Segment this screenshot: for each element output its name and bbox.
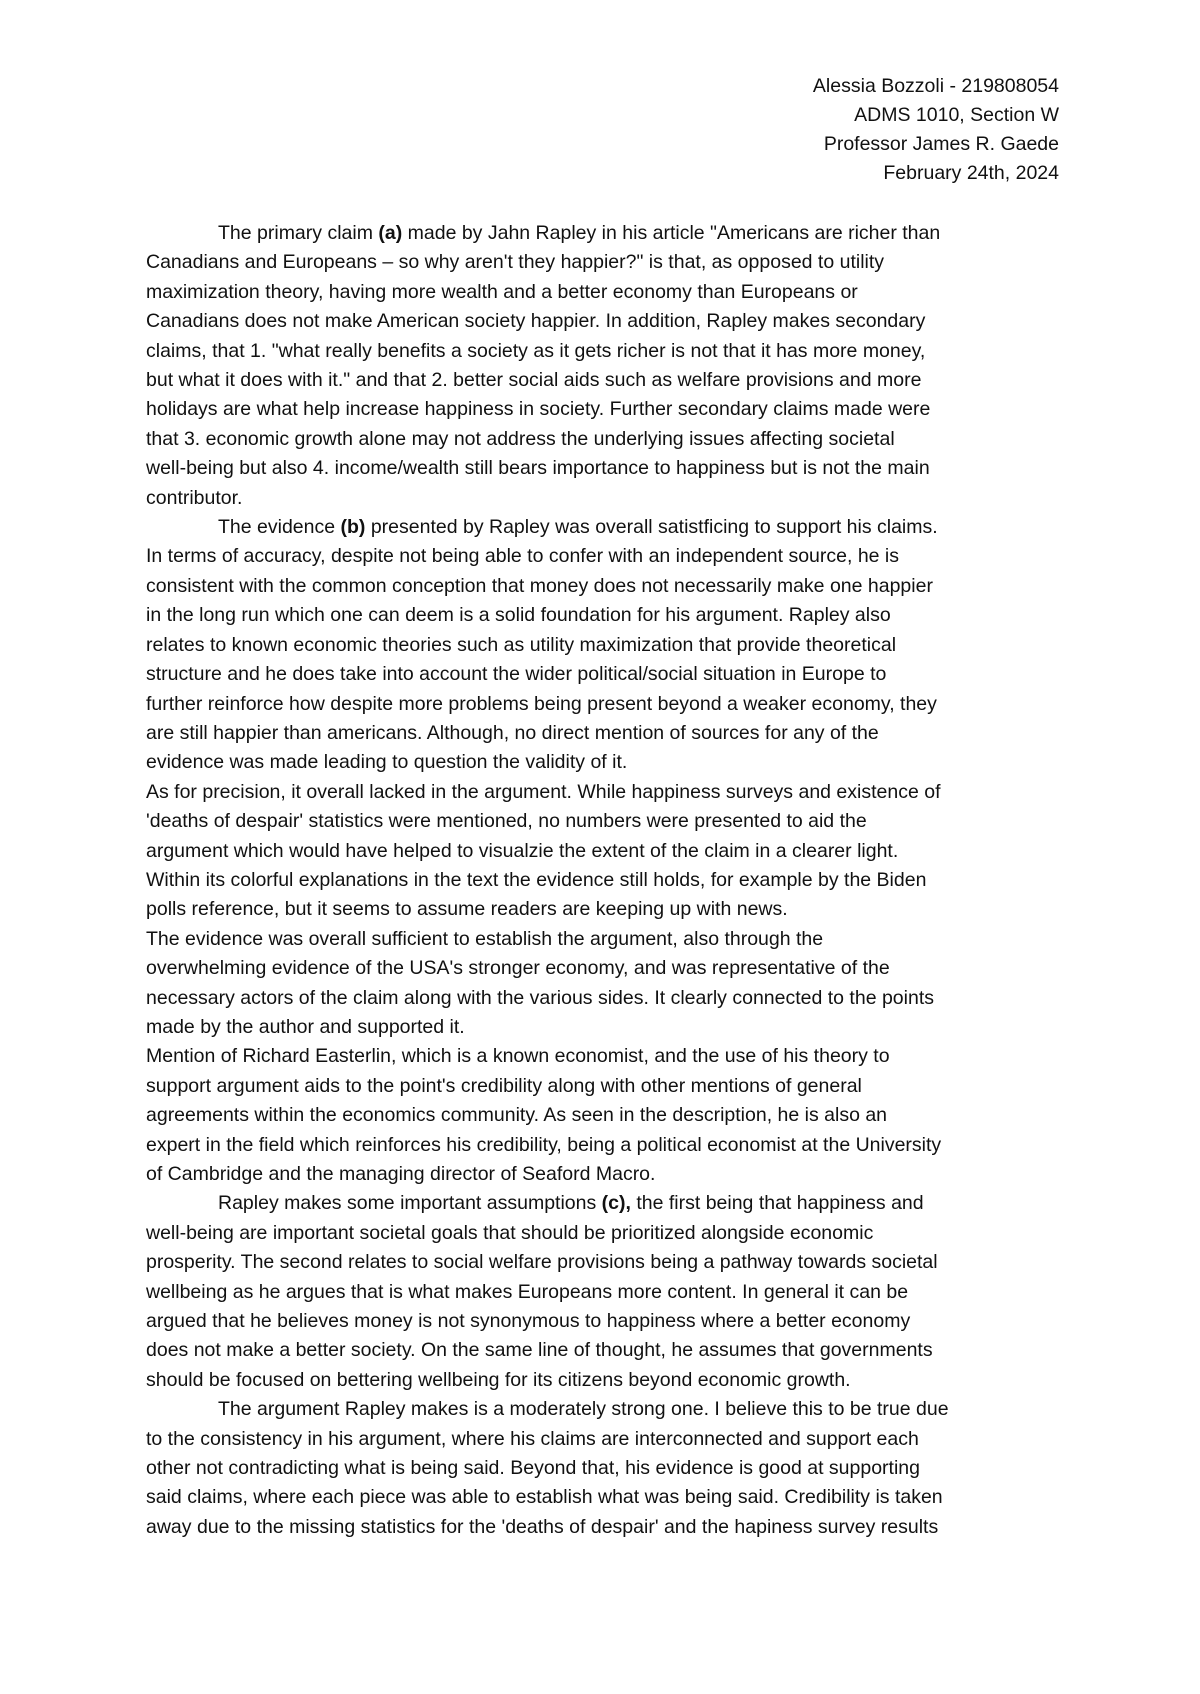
text-line bbox=[146, 219, 1066, 248]
paragraph bbox=[146, 1042, 1066, 1189]
text-line: expert in the field which reinforces his credibility, being a political economist at the University bbox=[146, 1133, 942, 1156]
text-line: In terms of accuracy, despite not being able to confer with an independent source, he is bbox=[146, 545, 900, 568]
text-line: away due to the missing statistics for the 'deaths of despair' and the hapiness survey results bbox=[146, 1515, 939, 1538]
text-line: does not make a better society. On the same line of thought, he assumes that governments bbox=[146, 1339, 933, 1362]
line-text-after-label: presented by Rapley was overall satistficing to support his claims. bbox=[365, 516, 938, 539]
text-line: further reinforce how despite more problems being present beyond a weaker economy, they bbox=[146, 692, 937, 715]
text-line: 'deaths of despair' statistics were mentioned, no numbers were presented to aid the bbox=[146, 810, 867, 833]
line-text-before-label: The evidence bbox=[218, 516, 341, 539]
text-line: but what it does with it." and that 2. better social aids such as welfare provisions and more bbox=[146, 369, 922, 392]
line-text-after-label: the first being that happiness and bbox=[630, 1192, 924, 1215]
text-line: in the long run which one can deem is a solid foundation for his argument. Rapley also bbox=[146, 604, 891, 627]
text-line: argued that he believes money is not synonymous to happiness where a better economy bbox=[146, 1310, 911, 1333]
text-line: holidays are what help increase happiness in society. Further secondary claims made were bbox=[146, 398, 931, 421]
text-line: The evidence was overall sufficient to establish the argument, also through the bbox=[146, 927, 824, 950]
paragraph bbox=[146, 1189, 1066, 1395]
paragraph bbox=[146, 1395, 1066, 1542]
course-line: ADMS 1010, Section W bbox=[854, 104, 1059, 126]
text-line: argument which would have helped to visualzie the extent of the claim in a clearer light. bbox=[146, 839, 899, 862]
text-line: agreements within the economics community. As seen in the description, he is also an bbox=[146, 1104, 888, 1127]
text-line: made by the author and supported it. bbox=[146, 1015, 465, 1038]
text-line: evidence was made leading to question the validity of it. bbox=[146, 751, 628, 774]
text-line: should be focused on bettering wellbeing for its citizens beyond economic growth. bbox=[146, 1368, 851, 1391]
text-line: support argument aids to the point's credibility along with other mentions of general bbox=[146, 1074, 862, 1097]
text-line: necessary actors of the claim along with the various sides. It clearly connected to the points bbox=[146, 986, 934, 1009]
paragraph bbox=[146, 925, 1066, 1043]
text-line: polls reference, but it seems to assume readers are keeping up with news. bbox=[146, 898, 788, 921]
line-text-after-label: made by Jahn Rapley in his article "Americans are richer than bbox=[402, 222, 941, 244]
paragraph bbox=[146, 778, 1066, 925]
text-line: Canadians and Europeans – so why aren't they happier?" is that, as opposed to utility bbox=[146, 251, 885, 274]
text-line: to the consistency in his argument, where his claims are interconnected and support each bbox=[146, 1427, 919, 1450]
text-line: Canadians does not make American society happier. In addition, Rapley makes secondary bbox=[146, 310, 926, 333]
text-line bbox=[146, 1189, 1066, 1218]
text-line: contributor. bbox=[146, 486, 243, 509]
text-line: prosperity. The second relates to social welfare provisions being a pathway towards societal bbox=[146, 1251, 938, 1274]
text-line: relates to known economic theories such as utility maximization that provide theoretical bbox=[146, 633, 897, 656]
text-line: well-being but also 4. income/wealth still bears importance to happiness but is not the main bbox=[146, 457, 930, 480]
paragraph bbox=[146, 513, 1066, 778]
text-line: said claims, where each piece was able to establish what was being said. Credibility is taken bbox=[146, 1486, 943, 1509]
line-text-before-label: Rapley makes some important assumptions bbox=[218, 1192, 602, 1215]
document-header bbox=[813, 72, 1059, 188]
text-line: are still happier than americans. Although, no direct mention of sources for any of the bbox=[146, 721, 879, 744]
text-line: The argument Rapley makes is a moderately strong one. I believe this to be true due bbox=[218, 1398, 949, 1421]
text-line: Mention of Richard Easterlin, which is a known economist, and the use of his theory to bbox=[146, 1045, 890, 1068]
section-label: (a) bbox=[378, 222, 403, 244]
text-line: claims, that 1. "what really benefits a society as it gets richer is not that it has more money, bbox=[146, 339, 926, 362]
text-line: of Cambridge and the managing director of Seaford Macro. bbox=[146, 1163, 656, 1185]
section-label: (b) bbox=[340, 516, 366, 539]
professor-line: Professor James R. Gaede bbox=[823, 133, 1059, 155]
text-line: consistent with the common conception that money does not necessarily make one happier bbox=[146, 574, 933, 597]
text-line: other not contradicting what is being said. Beyond that, his evidence is good at supporting bbox=[146, 1457, 920, 1480]
text-line bbox=[146, 513, 1066, 542]
section-label: (c), bbox=[601, 1192, 631, 1215]
document-body bbox=[146, 219, 1066, 1542]
text-line: wellbeing as he argues that is what makes Europeans more content. In general it can be bbox=[146, 1280, 909, 1303]
text-line: overwhelming evidence of the USA's stronger economy, and was representative of the bbox=[146, 957, 890, 980]
text-line: Within its colorful explanations in the text the evidence still holds, for example by the Biden bbox=[146, 868, 927, 891]
text-line: structure and he does take into account the wider political/social situation in Europe to bbox=[146, 663, 887, 686]
text-line: that 3. economic growth alone may not address the underlying issues affecting societal bbox=[146, 427, 895, 450]
date-line: February 24th, 2024 bbox=[883, 162, 1059, 184]
line-text-before-label: The primary claim bbox=[218, 222, 379, 244]
text-line: well-being are important societal goals that should be prioritized alongside economic bbox=[146, 1221, 874, 1244]
text-line: maximization theory, having more wealth and a better economy than Europeans or bbox=[146, 280, 858, 303]
paragraph bbox=[146, 219, 1066, 513]
text-line: As for precision, it overall lacked in the argument. While happiness surveys and existence of bbox=[146, 780, 941, 803]
author-line: Alessia Bozzoli - 219808054 bbox=[812, 75, 1059, 97]
